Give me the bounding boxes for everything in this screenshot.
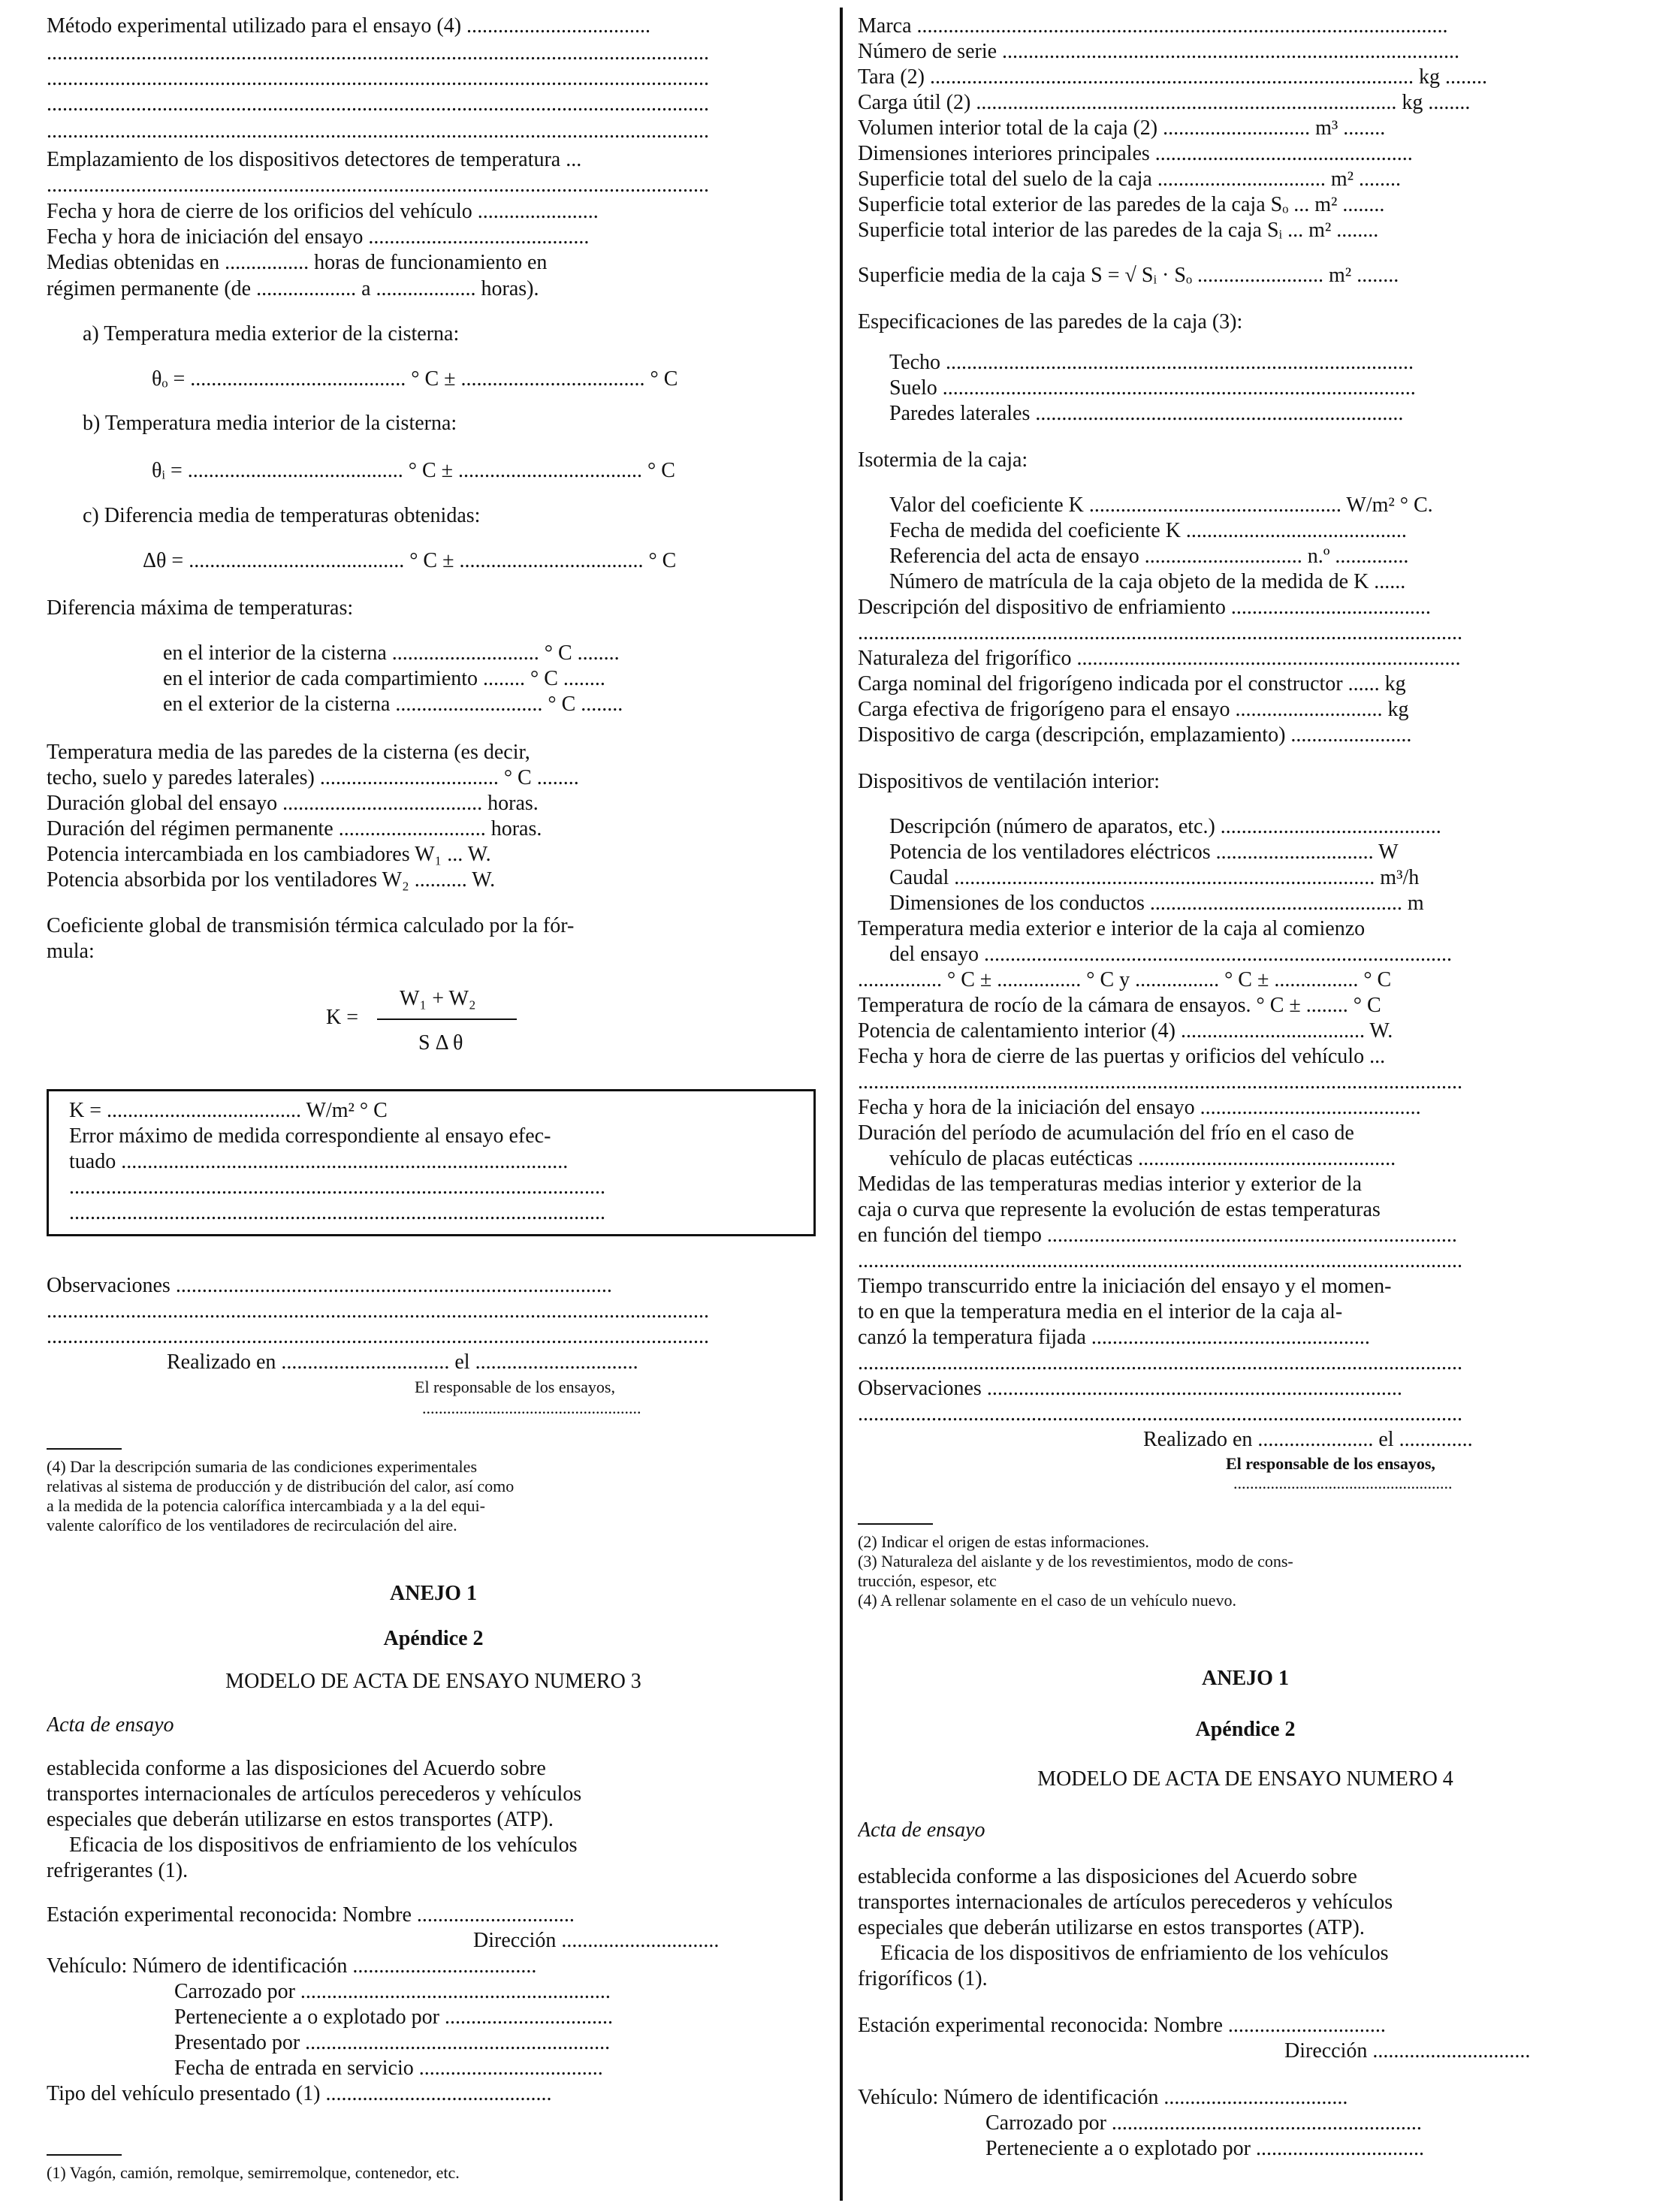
left-text-line: .............................................................................................................................. [47, 1299, 709, 1323]
right-text-line: Potencia de calentamiento interior (4) ................................... W. [858, 1019, 1393, 1043]
footnote-rule [47, 1448, 122, 1450]
k-result-box [47, 1089, 816, 1236]
left-text-line: Fecha y hora de cierre de los orificios del vehículo ....................... [47, 200, 599, 223]
left-text-line: tuado ..................................................................................... [69, 1150, 569, 1173]
left-text-line: MODELO DE ACTA DE ENSAYO NUMERO 3 [225, 1670, 641, 1693]
left-text-line: Presentado por .......................................................... [174, 2031, 611, 2054]
right-text-line: Número de serie ....................................................................................... [858, 40, 1460, 63]
right-text-line: Volumen interior total de la caja (2) ............................ m³ ........ [858, 116, 1386, 140]
left-text-line: ...................................................................................................... [69, 1175, 605, 1199]
left-text-line: Apéndice 2 [383, 1627, 484, 1650]
left-text-line: Observaciones ................................................................................... [47, 1274, 612, 1297]
right-text-line: trucción, espesor, etc [858, 1571, 997, 1590]
right-text-line: Valor del coeficiente K ................................................ W/m² ° C. [889, 493, 1433, 517]
right-text-line: Carga nominal del frigorígeno indicada por el constructor ...... kg [858, 672, 1406, 696]
left-text-line: relativas al sistema de producción y de distribución del calor, así como [47, 1477, 515, 1495]
right-text-line: (3) Naturaleza del aislante y de los revestimientos, modo de cons- [858, 1552, 1293, 1571]
left-text-line: (1) Vagón, camión, remolque, semirremolque, contenedor, etc. [47, 2163, 460, 2182]
right-text-line: ................................................................................................................... [858, 1351, 1462, 1375]
right-text-line: frigoríficos (1). [858, 1967, 988, 1990]
right-text-line: ................................................................................................................... [858, 1402, 1462, 1426]
left-text-line: .............................................................................................................................. [47, 67, 709, 90]
right-text-line: MODELO DE ACTA DE ENSAYO NUMERO 4 [1037, 1767, 1453, 1791]
left-text-line: Diferencia máxima de temperaturas: [47, 596, 354, 620]
right-text-line: especiales que deberán utilizarse en estos transportes (ATP). [858, 1916, 1365, 1939]
left-text-line: mula: [47, 940, 95, 963]
left-text-line: .............................................................................................................................. [47, 41, 709, 65]
right-text-line: Especificaciones de las paredes de la caja (3): [858, 310, 1243, 333]
left-text-line: a) Temperatura media exterior de la cisterna: [83, 322, 460, 346]
right-text-line: Potencia de los ventiladores eléctricos .............................. W [889, 840, 1399, 864]
right-text-line: Superficie total del suelo de la caja ................................ m² ........ [858, 167, 1402, 191]
left-text-line: Emplazamiento de los dispositivos detectores de temperatura ... [47, 148, 582, 171]
right-text-line: Acta de ensayo [858, 1818, 985, 1842]
left-text-line: Método experimental utilizado para el ensayo (4) ................................... [47, 14, 651, 38]
left-text-line: θₒ = ......................................... ° C ± ................................... ° C [152, 367, 678, 391]
right-text-line: Naturaleza del frigorífico ......................................................................... [858, 647, 1461, 670]
left-text-line: Eficacia de los dispositivos de enfriamiento de los vehículos [69, 1833, 578, 1857]
left-text-line: especiales que deberán utilizarse en estos transportes (ATP). [47, 1808, 554, 1831]
left-text-line: Fecha de entrada en servicio ................................... [174, 2057, 603, 2080]
right-text-line: ANEJO 1 [1202, 1667, 1289, 1690]
left-text-line: K = [326, 1006, 359, 1029]
right-text-line: Temperatura media exterior e interior de la caja al comienzo [858, 917, 1366, 940]
right-text-line: Estación experimental reconocida: Nombre .............................. [858, 2014, 1386, 2037]
left-text-line: a la medida de la potencia calorífica intercambiada y a la del equi- [47, 1496, 485, 1515]
right-text-line: Superficie total interior de las paredes de la caja Sᵢ ... m² ........ [858, 219, 1379, 242]
right-text-line: Dimensiones de los conductos ................................................ m [889, 892, 1424, 915]
right-text-line: Carga útil (2) ................................................................................ kg ........ [858, 91, 1471, 114]
right-text-line: en función del tiempo .............................................................................. [858, 1224, 1457, 1247]
left-text-line: Estación experimental reconocida: Nombre .............................. [47, 1903, 575, 1927]
right-text-line: Marca ..................................................................................................... [858, 14, 1448, 38]
right-text-line: establecida conforme a las disposiciones del Acuerdo sobre [858, 1865, 1357, 1888]
right-text-line: Número de matrícula de la caja objeto de la medida de K ...... [889, 570, 1406, 593]
left-text-line: Coeficiente global de transmisión térmica calculado por la fór- [47, 914, 575, 937]
right-text-line: (2) Indicar el origen de estas informaciones. [858, 1532, 1149, 1551]
left-text-line: Δθ = ......................................... ° C ± ................................... ° C [143, 549, 677, 572]
right-text-line: Dispositivos de ventilación interior: [858, 770, 1160, 793]
right-text-line: Carrozado por ........................................................... [985, 2111, 1422, 2135]
right-text-line: Paredes laterales ...................................................................... [889, 402, 1404, 425]
left-text-line: θᵢ = ......................................... ° C ± ................................... ° C [152, 459, 675, 482]
left-text-line: Vehículo: Número de identificación ................................... [47, 1954, 537, 1978]
right-text-line: Temperatura de rocío de la cámara de ensayos. ° C ± ........ ° C [858, 994, 1381, 1017]
right-text-line: El responsable de los ensayos, [1226, 1454, 1435, 1473]
left-text-line: ANEJO 1 [390, 1582, 477, 1605]
left-text-line: Carrozado por ........................................................... [174, 1980, 611, 2003]
left-text-line: .............................................................................................................................. [47, 119, 709, 143]
left-text-line: Tipo del vehículo presentado (1) ........................................... [47, 2082, 552, 2105]
footnote-rule [858, 1523, 933, 1525]
right-text-line: ..................................................... [1233, 1474, 1453, 1492]
left-text-line: Temperatura media de las paredes de la cisterna (es decir, [47, 741, 530, 764]
left-text-line: Potencia intercambiada en los cambiadores W₁ ... W. [47, 843, 491, 866]
right-text-line: (4) A rellenar solamente en el caso de un vehículo nuevo. [858, 1591, 1236, 1610]
left-text-line: establecida conforme a las disposiciones del Acuerdo sobre [47, 1757, 546, 1780]
left-text-line: Realizado en ................................ el ............................... [167, 1350, 638, 1374]
right-text-line: to en que la temperatura media en el interior de la caja al- [858, 1300, 1343, 1323]
right-text-line: vehículo de placas eutécticas ................................................. [889, 1147, 1396, 1170]
left-text-line: Error máximo de medida correspondiente al ensayo efec- [69, 1124, 551, 1148]
right-text-line: Fecha y hora de cierre de las puertas y orificios del vehículo ... [858, 1045, 1386, 1068]
left-text-line: K = ..................................... W/m² ° C [69, 1099, 388, 1122]
right-text-line: Suelo .......................................................................................... [889, 376, 1416, 400]
left-text-line: refrigerantes (1). [47, 1859, 189, 1882]
right-text-line: ................................................................................................................... [858, 621, 1462, 644]
right-text-line: Techo ......................................................................................... [889, 351, 1414, 374]
left-text-line: Dirección .............................. [473, 1929, 720, 1952]
left-text-line: Potencia absorbida por los ventiladores W₂ .......... W. [47, 868, 496, 892]
right-text-line: Tiempo transcurrido entre la iniciación del ensayo y el momen- [858, 1275, 1392, 1298]
right-text-line: Observaciones ............................................................................... [858, 1377, 1402, 1400]
right-text-line: Duración del período de acumulación del frío en el caso de [858, 1121, 1354, 1145]
left-text-line: .............................................................................................................................. [47, 1325, 709, 1348]
right-text-line: Medidas de las temperaturas medias interior y exterior de la [858, 1172, 1362, 1196]
right-text-line: Vehículo: Número de identificación ................................... [858, 2086, 1348, 2109]
left-text-line: en el exterior de la cisterna ............................ ° C ........ [163, 693, 623, 716]
right-text-line: ................................................................................................................... [858, 1070, 1462, 1094]
left-text-line: .............................................................................................................................. [47, 174, 709, 197]
right-text-line: Tara (2) ............................................................................................ kg ........ [858, 65, 1487, 89]
right-text-line: del ensayo ......................................................................................... [889, 943, 1452, 966]
left-text-line: .............................................................................................................................. [47, 92, 709, 116]
footnote-rule [47, 2154, 122, 2156]
left-text-line: (4) Dar la descripción sumaria de las condiciones experimentales [47, 1457, 477, 1476]
left-text-line: Duración del régimen permanente ............................ horas. [47, 817, 542, 840]
right-text-line: Eficacia de los dispositivos de enfriamiento de los vehículos [880, 1942, 1389, 1965]
right-text-line: Caudal ................................................................................ m³/h [889, 866, 1420, 889]
right-text-line: Superficie media de la caja S = √ Sᵢ · Sₒ ........................ m² ........ [858, 264, 1399, 287]
column-divider [840, 8, 843, 2201]
right-text-line: caja o curva que represente la evolución de estas temperaturas [858, 1198, 1381, 1221]
right-text-line: Dirección .............................. [1284, 2039, 1531, 2063]
right-text-line: Dimensiones interiores principales ................................................. [858, 142, 1413, 165]
right-text-line: Apéndice 2 [1195, 1718, 1296, 1741]
left-text-line: régimen permanente (de ................... a ................... horas). [47, 277, 539, 300]
right-text-line: Perteneciente a o explotado por ................................ [985, 2137, 1424, 2160]
right-text-line: Isotermia de la caja: [858, 448, 1028, 472]
right-text-line: Realizado en ...................... el .............. [1143, 1428, 1473, 1451]
left-text-line: Duración global del ensayo ...................................... horas. [47, 792, 539, 815]
left-text-line: en el interior de la cisterna ............................ ° C ........ [163, 641, 620, 665]
right-text-line: canzó la temperatura fijada ..................................................... [858, 1326, 1370, 1349]
left-text-line: techo, suelo y paredes laterales) .................................. ° C ........ [47, 766, 579, 789]
left-text-line: Acta de ensayo [47, 1713, 174, 1737]
left-text-line: transportes internacionales de artículos perecederos y vehículos [47, 1782, 582, 1806]
left-text-line: S Δ θ [418, 1031, 463, 1055]
left-text-line: Fecha y hora de iniciación del ensayo .......................................... [47, 225, 590, 249]
right-text-line: Superficie total exterior de las paredes de la caja Sₒ ... m² ........ [858, 193, 1385, 216]
right-text-line: transportes internacionales de artículos perecederos y vehículos [858, 1891, 1393, 1914]
left-text-line: en el interior de cada compartimiento ........ ° C ........ [163, 667, 605, 690]
left-text-line: ...................................................................................................... [69, 1201, 605, 1224]
left-text-line: Perteneciente a o explotado por ................................ [174, 2005, 613, 2029]
left-text-line: Medias obtenidas en ................ horas de funcionamiento en [47, 251, 548, 274]
right-text-line: Fecha y hora de la iniciación del ensayo .......................................... [858, 1096, 1421, 1119]
left-text-line: c) Diferencia media de temperaturas obtenidas: [83, 504, 481, 527]
fraction-line [377, 1018, 517, 1020]
left-text-line: b) Temperatura media interior de la cisterna: [83, 412, 457, 435]
right-text-line: ................ ° C ± ................ ° C y ................ ° C ± ................ ° C [858, 968, 1392, 991]
left-text-line: El responsable de los ensayos, [415, 1378, 615, 1396]
right-text-line: Carga efectiva de frigorígeno para el ensayo ............................ kg [858, 698, 1409, 721]
left-text-line: valente calorífico de los ventiladores de recirculación del aire. [47, 1516, 457, 1535]
right-text-line: Descripción (número de aparatos, etc.) .......................................... [889, 815, 1441, 838]
right-text-line: ................................................................................................................... [858, 1249, 1462, 1272]
right-text-line: Referencia del acta de ensayo .............................. n.º .............. [889, 545, 1409, 568]
right-text-line: Dispositivo de carga (descripción, emplazamiento) ....................... [858, 723, 1412, 747]
right-text-line: Fecha de medida del coeficiente K .......................................... [889, 519, 1407, 542]
left-text-line: ..................................................... [422, 1399, 641, 1417]
right-text-line: Descripción del dispositivo de enfriamiento ...................................... [858, 596, 1431, 619]
left-text-line: W₁ + W₂ [400, 987, 476, 1010]
